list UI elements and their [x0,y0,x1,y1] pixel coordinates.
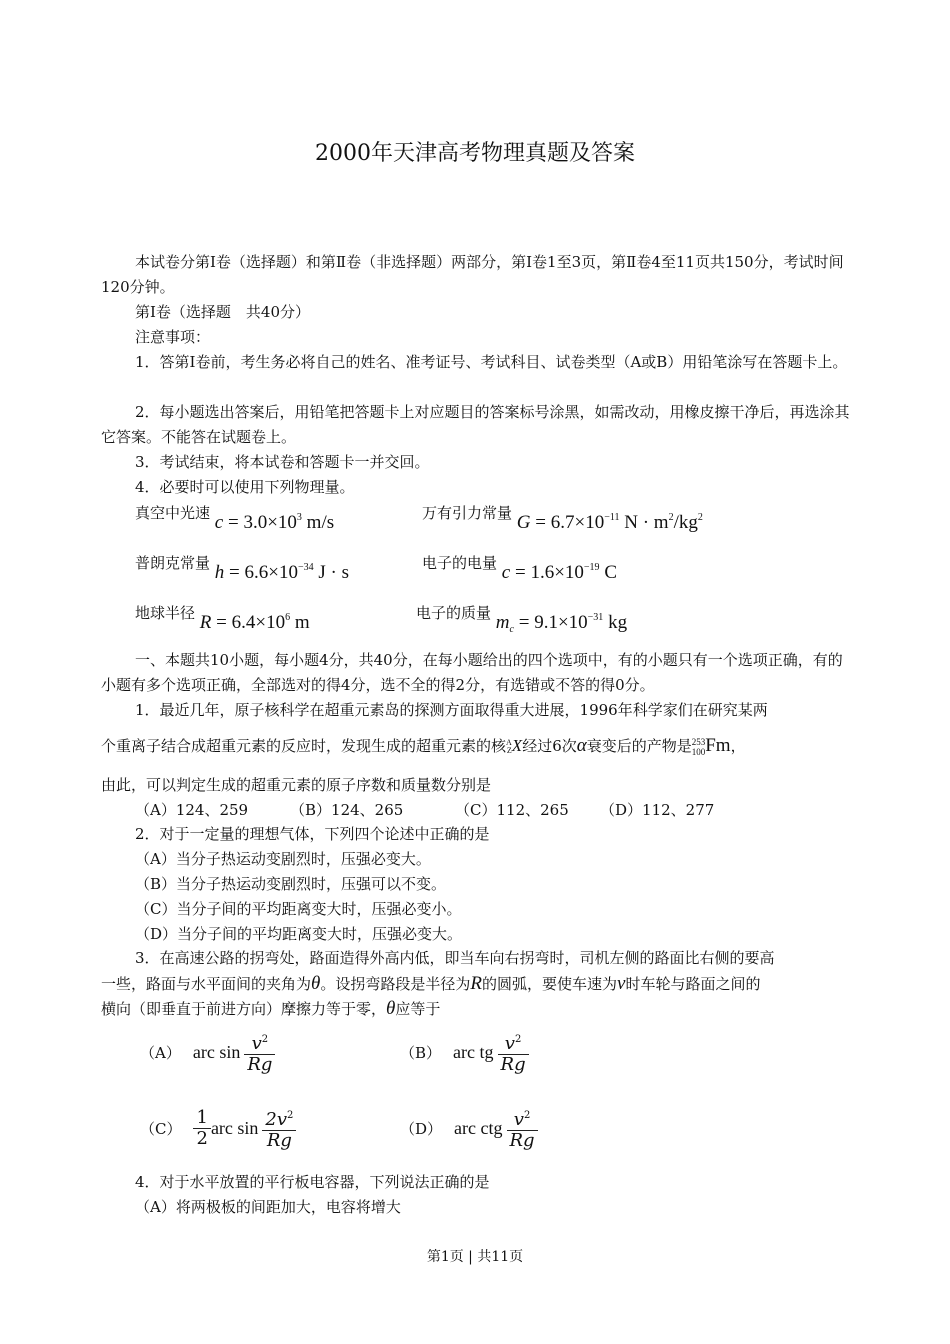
constant-g-label: 万有引力常量 [422,504,513,522]
q3-line-3a: 横向（即垂直于前进方向）摩擦力等于零， [101,1000,387,1018]
q3-option-c-half: $\frac{1}{2}$ [193,1108,210,1149]
constant-g-value: 6.7 [550,512,575,533]
page-title: 2000年天津高考物理真题及答案 [315,141,635,166]
q3-option-c-num: 2v [265,1109,288,1130]
note-4: 4．必要时可以使用下列物理量。 [135,478,355,496]
constant-h-label: 普朗克常量 [135,554,211,572]
q3-option-b-den: Rg [500,1054,526,1075]
q3-option-c-label: （C） [140,1120,182,1138]
q3-line-3b: 应等于 [395,1000,441,1018]
q4-stem: 4．对于水平放置的平行板电容器，下列说法正确的是 [135,1173,490,1191]
constant-e-formula: $c = 1.6\times 10^{-19}$ C [501,562,617,583]
q3-line-2b: 。设拐弯路段是半径为 [320,975,471,993]
constant-h-exp: −34 [297,562,314,573]
q2-option-c: （C）当分子间的平均距离变大时，压强必变小。 [135,900,462,918]
constant-c-unit: m/s [306,512,335,533]
q2-stem: 2．对于一定量的理想气体，下列四个论述中正确的是 [135,825,490,843]
constant-r [135,602,310,633]
q3-option-c-fraction: $\frac{2v^2}{Rg}$ [262,1106,296,1151]
constant-m-label: 电子的质量 [416,604,492,622]
constant-m-exp: −31 [587,612,604,623]
q3-line-2 [101,971,760,997]
q1-option-c: （C）112、265 [455,801,569,819]
note-1: 1．答第Ⅰ卷前，考生务必将自己的姓名、准考证号、考试科目、试卷类型（A或B）用铅笔涂写在答题卡上。 [135,353,848,371]
constant-m-unit: kg [608,612,628,633]
q3-option-d-func: arc ctg [454,1118,503,1138]
constant-h-unit: J · s [318,562,349,583]
constant-e-label: 电子的电量 [422,554,498,572]
q1-option-a: （A）124、259 [135,801,249,819]
q3-option-a-fraction: $\frac{v^2}{Rg}$ [244,1030,275,1075]
q3-option-a-func: arc sin [192,1042,241,1062]
velocity-symbol: v [617,973,626,994]
q3-line-3 [101,996,440,1022]
alpha-symbol: α [576,735,587,756]
constant-r-label: 地球半径 [135,604,196,622]
q1-option-d: （D）112、277 [600,801,715,819]
q1-line-3: 由此，可以判定生成的超重元素的原子序数和质量数分别是 [101,776,492,794]
q1-option-b: （B）124、265 [290,801,404,819]
constant-r-exp: 6 [285,612,291,623]
q1-line-1: 1．最近几年，原子核科学在超重元素岛的探测方面取得重大进展，1996年科学家们在研究某两 [135,701,768,719]
constant-c-label: 真空中光速 [135,504,211,522]
constant-e-value: 1.6 [530,562,555,583]
constant-c-exp: 3 [296,512,302,523]
constant-h-formula: $h = 6.6\times 10^{-34}$ J · s [214,562,349,583]
theta-symbol: θ [311,973,321,994]
part1-heading: 第Ⅰ卷（选择题 共40分） [135,303,311,321]
constant-g-exp: −11 [604,512,620,523]
intro-paragraph: 本试卷分第Ⅰ卷（选择题）和第Ⅱ卷（非选择题）两部分，第Ⅰ卷1至3页，第Ⅱ卷4至11页共150分，考试时间120分钟。 [101,253,844,296]
constant-h-value: 6.6 [244,562,269,583]
constant-g-unit: N · m [624,512,669,533]
q3-option-a-num: v [251,1033,262,1054]
q3-option-d [400,1106,538,1151]
q3-option-d-den: Rg [509,1130,535,1151]
q2-option-b: （B）当分子热运动变剧烈时，压强可以不变。 [135,875,447,893]
q3-line-2d: 时车轮与路面之间的 [625,975,761,993]
q3-option-a-den: Rg [247,1054,273,1075]
theta-symbol-2: θ [386,998,396,1019]
nucleus-fm: 253 100Fm [691,735,731,757]
q3-option-c-den: Rg [266,1130,292,1151]
q3-option-b-label: （B） [400,1044,442,1062]
note-2: 2．每小题选出答案后，用铅笔把答题卡上对应题目的答案标号涂黑，如需改动，用橡皮擦干净后，再选涂其它答案。不能答在试题卷上。 [101,403,850,446]
q1-line-2a: 个重离子结合成超重元素的反应时，发现生成的超重元素的核 [101,737,507,755]
q2-option-a: （A）当分子热运动变剧烈时，压强必变大。 [135,850,431,868]
q3-option-a [140,1030,275,1075]
q3-option-c-func: arc sin [210,1118,259,1138]
radius-symbol: R [470,973,482,994]
constant-e-exp: −19 [583,562,600,573]
q3-option-a-label: （A） [140,1044,181,1062]
q1-line-2: 个重离子结合成超重元素的反应时，发现生成的超重元素的核A ZX经过6次α衰变后的产物是253 100Fm， [101,735,746,757]
q1-line-2c: 衰变后的产物是 [586,737,692,755]
q3-line-2a: 一些，路面与水平面间的夹角为 [101,975,312,993]
constant-g-formula: $G = 6.7\times 10^{-11}$ $N \cdot m^2/kg^2$ [516,512,703,533]
note-3: 3．考试结束，将本试卷和答题卡一并交回。 [135,453,430,471]
constant-c [135,502,335,533]
q3-option-d-fraction: $\frac{v^2}{Rg}$ [507,1106,538,1151]
page-footer: 第1页 | 共11页 [426,1249,524,1265]
constant-r-value: 6.4 [231,612,256,633]
constant-e-unit: C [604,562,617,583]
q4-option-a: （A）将两极板的间距加大，电容将增大 [135,1198,401,1216]
nucleus-x: A ZX [506,736,523,756]
section-1-instructions: 一、本题共10小题，每小题4分，共40分，在每小题给出的四个选项中，有的小题只有一个选项正确，有的小题有多个选项正确，全部选对的得4分，选不全的得2分，有选错或不答的得0分。 [101,651,843,694]
constant-h [135,552,349,583]
q3-option-b [400,1030,529,1075]
constant-c-value: 3.0 [243,512,268,533]
constant-c-formula: $c = 3.0\times 10^3$ m/s [214,512,335,533]
q3-option-b-fraction: $\frac{v^2}{Rg}$ [498,1030,529,1075]
q3-option-b-func: arc tg [453,1042,494,1062]
constant-r-formula: $R = 6.4\times 10^6$ m [199,612,310,633]
notes-heading: 注意事项： [135,328,211,346]
q3-option-d-label: （D） [400,1120,443,1138]
q1-line-2b: 经过6次 [522,737,577,755]
constant-m [416,602,628,635]
q2-option-d: （D）当分子间的平均距离变大时，压强必变大。 [135,925,463,943]
constant-m-value: 9.1 [534,612,558,633]
q3-line-2c: 的圆弧，要使车速为 [481,975,617,993]
q3-option-b-num: v [504,1033,515,1054]
constant-m-formula: $m_c = 9.1\times 10^{-31}$ kg [495,612,628,635]
constant-g [422,502,703,533]
q3-option-c [140,1106,296,1151]
q3-line-1: 3．在高速公路的拐弯处，路面造得外高内低，即当车向右拐弯时，司机左侧的路面比右侧的要高 [135,949,775,967]
q3-option-d-num: v [513,1109,524,1130]
constant-e [422,552,617,583]
constant-r-unit: m [294,612,310,633]
